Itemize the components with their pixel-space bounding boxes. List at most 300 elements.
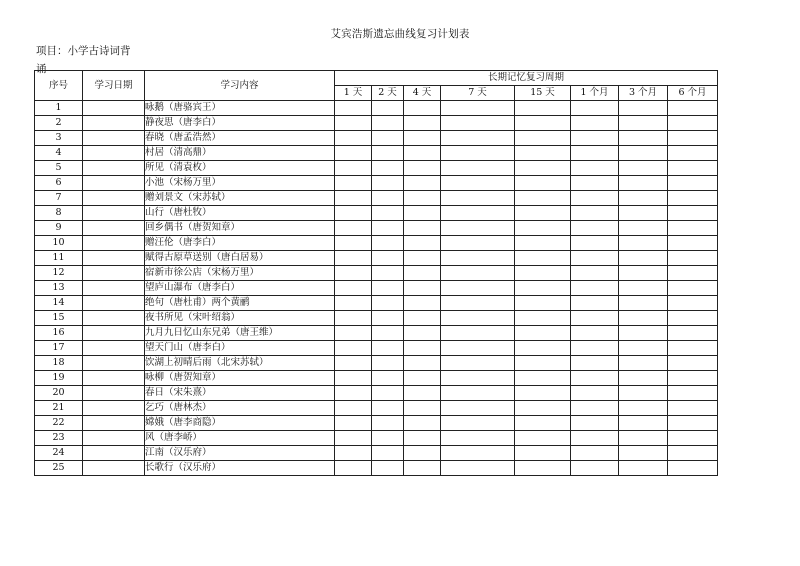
review-check-cell[interactable] [335, 221, 372, 236]
review-check-cell[interactable] [515, 371, 571, 386]
review-check-cell[interactable] [404, 326, 441, 341]
project-label-continued: 诵 [36, 63, 47, 75]
row-date-cell[interactable] [83, 206, 145, 221]
row-content: 小池（宋杨万里） [145, 176, 335, 191]
row-index: 12 [35, 266, 83, 281]
table-row [35, 266, 718, 281]
review-check-cell[interactable] [372, 431, 404, 446]
row-content: 乞巧（唐林杰） [145, 401, 335, 416]
table-row [35, 101, 718, 116]
review-check-cell[interactable] [335, 266, 372, 281]
review-check-cell[interactable] [335, 116, 372, 131]
row-content: 长歌行（汉乐府） [145, 461, 335, 476]
review-check-cell[interactable] [515, 341, 571, 356]
review-check-cell[interactable] [571, 116, 619, 131]
review-check-cell[interactable] [515, 236, 571, 251]
row-date-cell[interactable] [83, 311, 145, 326]
row-index: 2 [35, 116, 83, 131]
review-check-cell[interactable] [372, 461, 404, 476]
review-check-cell[interactable] [404, 311, 441, 326]
review-check-cell[interactable] [571, 281, 619, 296]
row-date-cell[interactable] [83, 416, 145, 431]
row-date-cell[interactable] [83, 236, 145, 251]
review-check-cell[interactable] [515, 446, 571, 461]
review-check-cell[interactable] [372, 161, 404, 176]
header-cycle-3m: 3 个月 [619, 86, 668, 101]
review-check-cell[interactable] [668, 116, 718, 131]
review-check-cell[interactable] [619, 431, 668, 446]
review-check-cell[interactable] [668, 266, 718, 281]
review-check-cell[interactable] [571, 101, 619, 116]
review-check-cell[interactable] [441, 176, 515, 191]
review-check-cell[interactable] [441, 131, 515, 146]
review-check-cell[interactable] [571, 326, 619, 341]
review-check-cell[interactable] [372, 221, 404, 236]
review-check-cell[interactable] [619, 371, 668, 386]
review-check-cell[interactable] [571, 191, 619, 206]
review-check-cell[interactable] [404, 221, 441, 236]
review-check-cell[interactable] [571, 236, 619, 251]
review-check-cell[interactable] [571, 161, 619, 176]
row-content: 静夜思（唐李白） [145, 116, 335, 131]
review-check-cell[interactable] [404, 356, 441, 371]
review-check-cell[interactable] [404, 446, 441, 461]
review-check-cell[interactable] [668, 131, 718, 146]
review-check-cell[interactable] [372, 236, 404, 251]
review-check-cell[interactable] [619, 266, 668, 281]
review-check-cell[interactable] [404, 176, 441, 191]
review-check-cell[interactable] [515, 386, 571, 401]
review-check-cell[interactable] [372, 206, 404, 221]
row-date-cell[interactable] [83, 266, 145, 281]
review-check-cell[interactable] [619, 461, 668, 476]
review-check-cell[interactable] [441, 371, 515, 386]
review-check-cell[interactable] [571, 416, 619, 431]
header-cycle-15d: 15 天 [515, 86, 571, 101]
review-check-cell[interactable] [619, 251, 668, 266]
review-check-cell[interactable] [668, 446, 718, 461]
review-check-cell[interactable] [441, 326, 515, 341]
row-content: 春晓（唐孟浩然） [145, 131, 335, 146]
row-index: 3 [35, 131, 83, 146]
review-check-cell[interactable] [404, 281, 441, 296]
table-body [35, 101, 718, 476]
review-check-cell[interactable] [372, 116, 404, 131]
review-check-cell[interactable] [515, 251, 571, 266]
table-row [35, 236, 718, 251]
review-check-cell[interactable] [571, 206, 619, 221]
row-date-cell[interactable] [83, 356, 145, 371]
review-check-cell[interactable] [668, 431, 718, 446]
row-index: 13 [35, 281, 83, 296]
row-index: 17 [35, 341, 83, 356]
review-check-cell[interactable] [372, 446, 404, 461]
review-check-cell[interactable] [619, 146, 668, 161]
review-check-cell[interactable] [668, 311, 718, 326]
review-check-cell[interactable] [668, 401, 718, 416]
review-check-cell[interactable] [668, 146, 718, 161]
review-check-cell[interactable] [404, 161, 441, 176]
review-check-cell[interactable] [372, 281, 404, 296]
review-check-cell[interactable] [441, 236, 515, 251]
table-row [35, 416, 718, 431]
review-check-cell[interactable] [404, 401, 441, 416]
review-check-cell[interactable] [335, 191, 372, 206]
row-date-cell[interactable] [83, 281, 145, 296]
review-check-cell[interactable] [571, 446, 619, 461]
review-check-cell[interactable] [335, 341, 372, 356]
review-check-cell[interactable] [668, 176, 718, 191]
review-check-cell[interactable] [515, 116, 571, 131]
review-check-cell[interactable] [515, 146, 571, 161]
row-content: 宿新市徐公店（宋杨万里） [145, 266, 335, 281]
row-index: 8 [35, 206, 83, 221]
row-content: 村居（清高鼎） [145, 146, 335, 161]
row-index: 21 [35, 401, 83, 416]
review-check-cell[interactable] [441, 251, 515, 266]
review-check-cell[interactable] [571, 311, 619, 326]
review-check-cell[interactable] [404, 101, 441, 116]
review-check-cell[interactable] [335, 131, 372, 146]
row-date-cell[interactable] [83, 401, 145, 416]
header-content: 学习内容 [145, 71, 335, 101]
review-check-cell[interactable] [335, 296, 372, 311]
row-content: 赋得古原草送别（唐白居易） [145, 251, 335, 266]
review-check-cell[interactable] [668, 281, 718, 296]
row-date-cell[interactable] [83, 371, 145, 386]
review-check-cell[interactable] [515, 266, 571, 281]
review-check-cell[interactable] [668, 221, 718, 236]
review-check-cell[interactable] [404, 236, 441, 251]
row-index: 18 [35, 356, 83, 371]
table-row [35, 221, 718, 236]
review-check-cell[interactable] [619, 416, 668, 431]
row-date-cell[interactable] [83, 446, 145, 461]
review-check-cell[interactable] [571, 296, 619, 311]
review-check-cell[interactable] [335, 206, 372, 221]
review-check-cell[interactable] [372, 191, 404, 206]
review-check-cell[interactable] [515, 416, 571, 431]
review-check-cell[interactable] [668, 386, 718, 401]
review-check-cell[interactable] [441, 446, 515, 461]
review-check-cell[interactable] [619, 131, 668, 146]
review-check-cell[interactable] [619, 296, 668, 311]
review-check-cell[interactable] [404, 131, 441, 146]
row-content: 风（唐李峤） [145, 431, 335, 446]
review-check-cell[interactable] [515, 431, 571, 446]
review-check-cell[interactable] [335, 386, 372, 401]
header-index: 序号 [35, 71, 83, 101]
review-check-cell[interactable] [668, 416, 718, 431]
review-check-cell[interactable] [372, 176, 404, 191]
row-content: 春日（宋朱熹） [145, 386, 335, 401]
row-index: 11 [35, 251, 83, 266]
review-check-cell[interactable] [619, 206, 668, 221]
review-check-cell[interactable] [515, 191, 571, 206]
review-check-cell[interactable] [571, 461, 619, 476]
row-index: 15 [35, 311, 83, 326]
review-check-cell[interactable] [372, 296, 404, 311]
review-check-cell[interactable] [515, 221, 571, 236]
row-content: 赠汪伦（唐李白） [145, 236, 335, 251]
review-check-cell[interactable] [441, 386, 515, 401]
review-check-cell[interactable] [619, 311, 668, 326]
review-check-cell[interactable] [515, 131, 571, 146]
review-check-cell[interactable] [335, 446, 372, 461]
table-row [35, 356, 718, 371]
review-check-cell[interactable] [515, 161, 571, 176]
review-check-cell[interactable] [372, 251, 404, 266]
review-check-cell[interactable] [372, 326, 404, 341]
review-check-cell[interactable] [619, 386, 668, 401]
review-check-cell[interactable] [404, 296, 441, 311]
review-check-cell[interactable] [372, 101, 404, 116]
row-date-cell[interactable] [83, 296, 145, 311]
review-check-cell[interactable] [668, 461, 718, 476]
header-date: 学习日期 [83, 71, 145, 101]
review-check-cell[interactable] [441, 146, 515, 161]
review-check-cell[interactable] [619, 101, 668, 116]
review-check-cell[interactable] [441, 101, 515, 116]
review-check-cell[interactable] [571, 146, 619, 161]
review-check-cell[interactable] [441, 416, 515, 431]
review-check-cell[interactable] [571, 341, 619, 356]
review-check-cell[interactable] [571, 386, 619, 401]
page-title: 艾宾浩斯遗忘曲线复习计划表 [330, 28, 470, 40]
review-check-cell[interactable] [404, 146, 441, 161]
review-check-cell[interactable] [441, 356, 515, 371]
row-index: 20 [35, 386, 83, 401]
review-check-cell[interactable] [668, 326, 718, 341]
row-index: 10 [35, 236, 83, 251]
review-check-cell[interactable] [515, 281, 571, 296]
review-check-cell[interactable] [372, 371, 404, 386]
review-check-cell[interactable] [441, 461, 515, 476]
review-check-cell[interactable] [668, 251, 718, 266]
row-index: 19 [35, 371, 83, 386]
review-check-cell[interactable] [335, 236, 372, 251]
row-index: 6 [35, 176, 83, 191]
review-check-cell[interactable] [441, 191, 515, 206]
header-cycle-7d: 7 天 [441, 86, 515, 101]
row-date-cell[interactable] [83, 176, 145, 191]
review-check-cell[interactable] [571, 401, 619, 416]
review-check-cell[interactable] [372, 266, 404, 281]
review-check-cell[interactable] [441, 266, 515, 281]
review-check-cell[interactable] [668, 371, 718, 386]
review-check-cell[interactable] [335, 416, 372, 431]
row-date-cell[interactable] [83, 341, 145, 356]
row-date-cell[interactable] [83, 431, 145, 446]
review-check-cell[interactable] [571, 356, 619, 371]
row-date-cell[interactable] [83, 131, 145, 146]
review-check-cell[interactable] [571, 176, 619, 191]
row-date-cell[interactable] [83, 191, 145, 206]
review-check-cell[interactable] [404, 371, 441, 386]
review-check-cell[interactable] [571, 131, 619, 146]
review-check-cell[interactable] [515, 311, 571, 326]
review-check-cell[interactable] [571, 431, 619, 446]
review-check-cell[interactable] [335, 311, 372, 326]
review-check-cell[interactable] [515, 461, 571, 476]
table-row [35, 251, 718, 266]
row-date-cell[interactable] [83, 161, 145, 176]
review-check-cell[interactable] [668, 161, 718, 176]
row-date-cell[interactable] [83, 101, 145, 116]
review-check-cell[interactable] [372, 131, 404, 146]
table-row [35, 386, 718, 401]
review-check-cell[interactable] [515, 206, 571, 221]
review-check-cell[interactable] [571, 266, 619, 281]
review-check-cell[interactable] [441, 161, 515, 176]
review-check-cell[interactable] [404, 191, 441, 206]
row-date-cell[interactable] [83, 386, 145, 401]
review-check-cell[interactable] [441, 116, 515, 131]
review-check-cell[interactable] [619, 281, 668, 296]
review-check-cell[interactable] [515, 176, 571, 191]
review-check-cell[interactable] [619, 176, 668, 191]
review-check-cell[interactable] [441, 281, 515, 296]
review-check-cell[interactable] [372, 401, 404, 416]
review-check-cell[interactable] [372, 416, 404, 431]
review-check-cell[interactable] [404, 341, 441, 356]
review-check-cell[interactable] [515, 296, 571, 311]
review-check-cell[interactable] [441, 431, 515, 446]
table-row [35, 401, 718, 416]
row-date-cell[interactable] [83, 251, 145, 266]
table-row [35, 341, 718, 356]
table-row [35, 176, 718, 191]
table-row [35, 371, 718, 386]
review-check-cell[interactable] [515, 401, 571, 416]
row-date-cell[interactable] [83, 146, 145, 161]
review-plan-table [34, 70, 718, 476]
table-row [35, 281, 718, 296]
review-check-cell[interactable] [372, 146, 404, 161]
review-check-cell[interactable] [335, 101, 372, 116]
review-check-cell[interactable] [619, 446, 668, 461]
row-content: 咏柳（唐贺知章） [145, 371, 335, 386]
review-check-cell[interactable] [668, 191, 718, 206]
review-check-cell[interactable] [404, 206, 441, 221]
row-index: 16 [35, 326, 83, 341]
review-check-cell[interactable] [441, 341, 515, 356]
review-check-cell[interactable] [404, 386, 441, 401]
row-date-cell[interactable] [83, 221, 145, 236]
review-check-cell[interactable] [335, 176, 372, 191]
review-check-cell[interactable] [619, 401, 668, 416]
table-row [35, 296, 718, 311]
table-row [35, 131, 718, 146]
review-check-cell[interactable] [335, 146, 372, 161]
review-check-cell[interactable] [441, 221, 515, 236]
row-content: 所见（清袁枚） [145, 161, 335, 176]
review-check-cell[interactable] [441, 206, 515, 221]
review-check-cell[interactable] [404, 266, 441, 281]
review-check-cell[interactable] [619, 221, 668, 236]
table-row [35, 146, 718, 161]
review-check-cell[interactable] [619, 356, 668, 371]
row-content: 山行（唐杜牧） [145, 206, 335, 221]
review-check-cell[interactable] [404, 251, 441, 266]
review-check-cell[interactable] [515, 101, 571, 116]
table-row [35, 326, 718, 341]
review-check-cell[interactable] [404, 116, 441, 131]
review-check-cell[interactable] [515, 356, 571, 371]
row-index: 5 [35, 161, 83, 176]
table-row [35, 311, 718, 326]
row-date-cell[interactable] [83, 326, 145, 341]
review-check-cell[interactable] [335, 326, 372, 341]
review-check-cell[interactable] [335, 371, 372, 386]
review-check-cell[interactable] [372, 386, 404, 401]
review-check-cell[interactable] [335, 161, 372, 176]
review-check-cell[interactable] [571, 251, 619, 266]
row-index: 1 [35, 101, 83, 116]
header-cycle-2d: 2 天 [372, 86, 404, 101]
row-content: 嫦娥（唐李商隐） [145, 416, 335, 431]
row-date-cell[interactable] [83, 461, 145, 476]
review-check-cell[interactable] [372, 356, 404, 371]
row-content: 九月九日忆山东兄弟（唐王维） [145, 326, 335, 341]
review-check-cell[interactable] [335, 356, 372, 371]
review-check-cell[interactable] [515, 326, 571, 341]
row-index: 25 [35, 461, 83, 476]
review-check-cell[interactable] [335, 281, 372, 296]
table-row [35, 161, 718, 176]
review-check-cell[interactable] [668, 341, 718, 356]
review-check-cell[interactable] [372, 341, 404, 356]
review-check-cell[interactable] [441, 401, 515, 416]
review-check-cell[interactable] [668, 101, 718, 116]
review-check-cell[interactable] [335, 251, 372, 266]
review-check-cell[interactable] [404, 416, 441, 431]
table-row [35, 431, 718, 446]
row-index: 7 [35, 191, 83, 206]
row-index: 24 [35, 446, 83, 461]
review-check-cell[interactable] [335, 401, 372, 416]
review-check-cell[interactable] [404, 431, 441, 446]
review-check-cell[interactable] [335, 461, 372, 476]
review-check-cell[interactable] [619, 326, 668, 341]
review-check-cell[interactable] [619, 191, 668, 206]
review-check-cell[interactable] [668, 236, 718, 251]
review-check-cell[interactable] [668, 296, 718, 311]
review-check-cell[interactable] [372, 311, 404, 326]
row-content: 江南（汉乐府） [145, 446, 335, 461]
review-check-cell[interactable] [441, 311, 515, 326]
review-check-cell[interactable] [619, 341, 668, 356]
review-check-cell[interactable] [668, 206, 718, 221]
header-cycle-1d: 1 天 [335, 86, 372, 101]
header-cycle-1m: 1 个月 [571, 86, 619, 101]
row-content: 咏鹅（唐骆宾王） [145, 101, 335, 116]
review-check-cell[interactable] [404, 461, 441, 476]
review-check-cell[interactable] [619, 161, 668, 176]
review-check-cell[interactable] [571, 371, 619, 386]
review-check-cell[interactable] [441, 296, 515, 311]
review-check-cell[interactable] [571, 221, 619, 236]
review-check-cell[interactable] [619, 236, 668, 251]
review-check-cell[interactable] [668, 356, 718, 371]
review-check-cell[interactable] [619, 116, 668, 131]
row-date-cell[interactable] [83, 116, 145, 131]
table-row [35, 116, 718, 131]
review-check-cell[interactable] [335, 431, 372, 446]
row-index: 9 [35, 221, 83, 236]
header-cycle-6m: 6 个月 [668, 86, 718, 101]
row-index: 22 [35, 416, 83, 431]
